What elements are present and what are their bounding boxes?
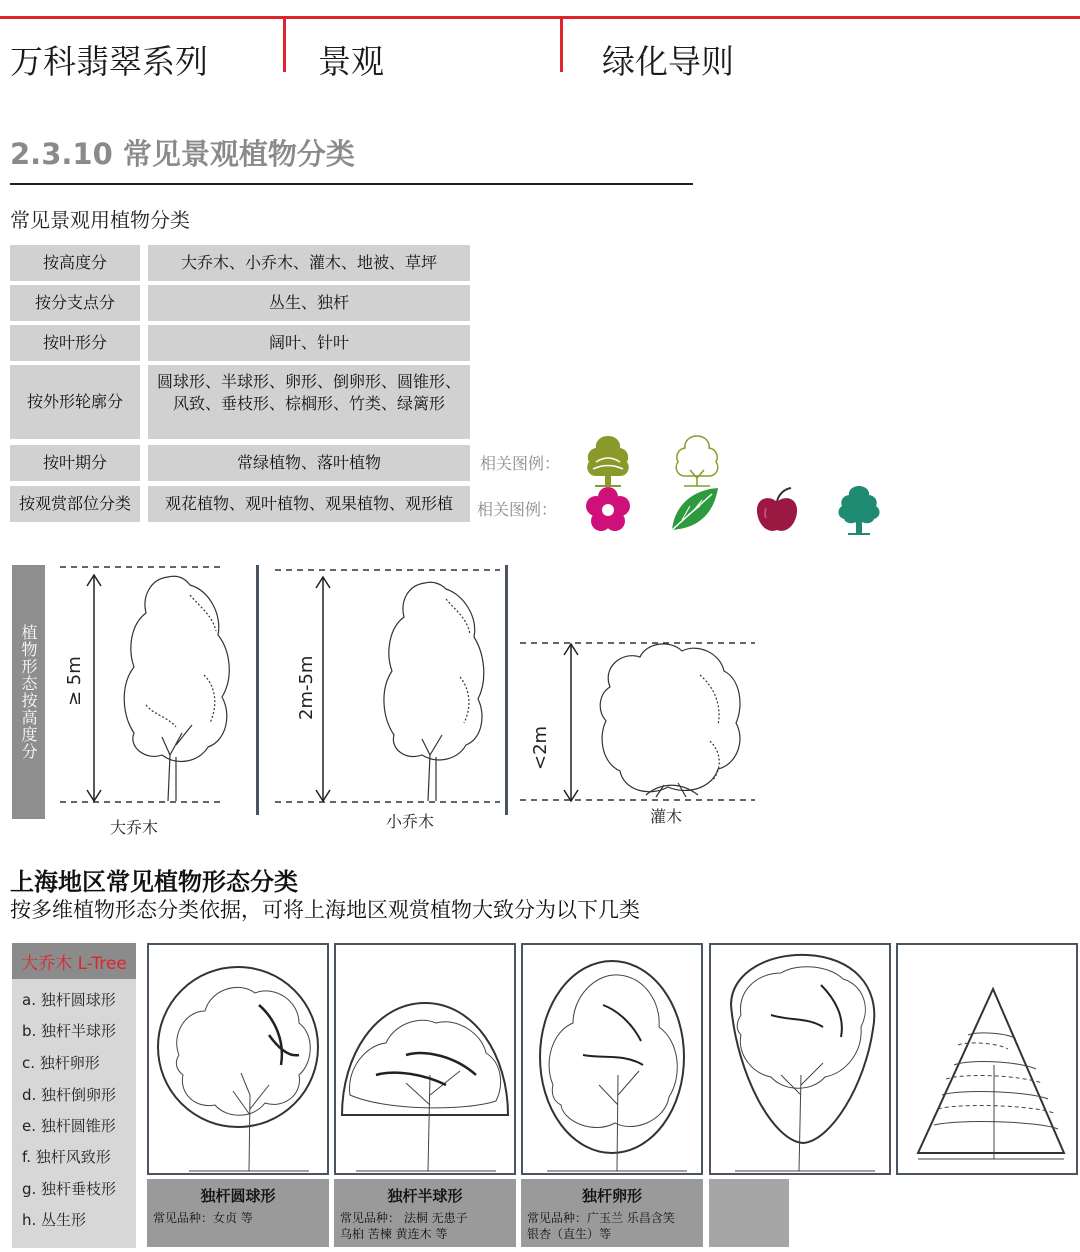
category-head: 大乔木 L-Tree [12, 943, 136, 979]
tree-card-cone [896, 943, 1078, 1175]
row-key: 按外形轮廓分 [10, 365, 140, 439]
large-tree-height: ≥ 5m [64, 656, 85, 706]
row-key: 按观赏部位分类 [10, 486, 140, 522]
legend-label: 相关图例： [477, 500, 558, 519]
page-header [0, 0, 1080, 90]
small-tree-height: 2m-5m [296, 655, 317, 720]
small-tree-label: 小乔木 [386, 812, 435, 831]
header-brand: 万科翡翠系列 [10, 42, 208, 81]
list-item: a. 独杆圆球形 [22, 991, 116, 1009]
caption-desc: 常见品种：女贞 等 [153, 1211, 253, 1225]
header-guide: 绿化导则 [602, 42, 734, 81]
row-value [148, 365, 470, 439]
list-item: e. 独杆圆锥形 [22, 1117, 116, 1135]
deciduous-tree-icon [672, 432, 722, 488]
header-section: 景观 [318, 42, 384, 81]
header-red-line [0, 16, 1080, 19]
caption-half-round [334, 1179, 516, 1247]
caption-title: 独杆圆球形 [200, 1187, 276, 1205]
row-value-line: 圆球形、半球形、卵形、倒卵形、圆锥形、 [156, 372, 461, 391]
list-item: g. 独杆垂枝形 [22, 1180, 117, 1198]
caption-desc: 常见品种：广玉兰 乐昌含笑 银杏（直生）等 [527, 1211, 675, 1241]
row-key: 按高度分 [10, 245, 140, 281]
row-key: 按叶期分 [10, 445, 140, 481]
tree-card-half-round [334, 943, 516, 1175]
list-item: f. 独杆风致形 [22, 1148, 111, 1166]
shrub-label: 灌木 [650, 807, 683, 826]
list-item: b. 独杆半球形 [22, 1022, 117, 1040]
row-key: 按叶形分 [10, 325, 140, 361]
row-value: 阔叶、针叶 [148, 325, 470, 361]
caption-desc: 常见品种： 法桐 无患子 乌桕 苦楝 黄连木 等 [340, 1211, 468, 1241]
tree-form-icon [834, 484, 884, 536]
header-separator [283, 16, 286, 72]
height-section-label: 植物形态按高度分 [12, 565, 45, 819]
large-tree-label: 大乔木 [110, 818, 159, 837]
list-item: h. 丛生形 [22, 1211, 87, 1229]
height-diagram [50, 555, 760, 815]
row-value-line: 风致、垂枝形、棕榈形、竹类、绿篱形 [172, 394, 445, 413]
row-key: 按分支点分 [10, 285, 140, 321]
list-item: c. 独杆卵形 [22, 1054, 100, 1072]
caption-oval [521, 1179, 703, 1247]
caption-title: 独杆半球形 [387, 1187, 463, 1205]
tree-card-obovate [709, 943, 891, 1175]
row-value: 丛生、独杆 [148, 285, 470, 321]
section-title: 2.3.10 常见景观植物分类 [10, 137, 355, 171]
section-rule [10, 183, 693, 185]
legend-label: 相关图例： [480, 454, 561, 473]
leaf-icon [668, 484, 720, 534]
caption-title: 独杆卵形 [581, 1187, 642, 1205]
fruit-icon [754, 486, 800, 536]
flower-icon [584, 486, 632, 534]
shanghai-subtitle: 按多维植物形态分类依据，可将上海地区观赏植物大致分为以下几类 [10, 898, 640, 922]
row-value: 常绿植物、落叶植物 [148, 445, 470, 481]
category-panel [12, 943, 136, 1248]
shanghai-title: 上海地区常见植物形态分类 [10, 868, 298, 896]
row-value: 大乔木、小乔木、灌木、地被、草坪 [148, 245, 470, 281]
evergreen-tree-icon [583, 432, 633, 488]
header-separator [560, 16, 563, 72]
tree-card-oval [521, 943, 703, 1175]
caption-round [147, 1179, 329, 1247]
subtitle: 常见景观用植物分类 [10, 208, 190, 232]
row-value: 观花植物、观叶植物、观果植物、观形植 [148, 486, 470, 522]
caption-obovate [709, 1179, 789, 1247]
tree-card-round [147, 943, 329, 1175]
list-item: d. 独杆倒卵形 [22, 1086, 117, 1104]
shrub-height: <2m [530, 725, 551, 770]
